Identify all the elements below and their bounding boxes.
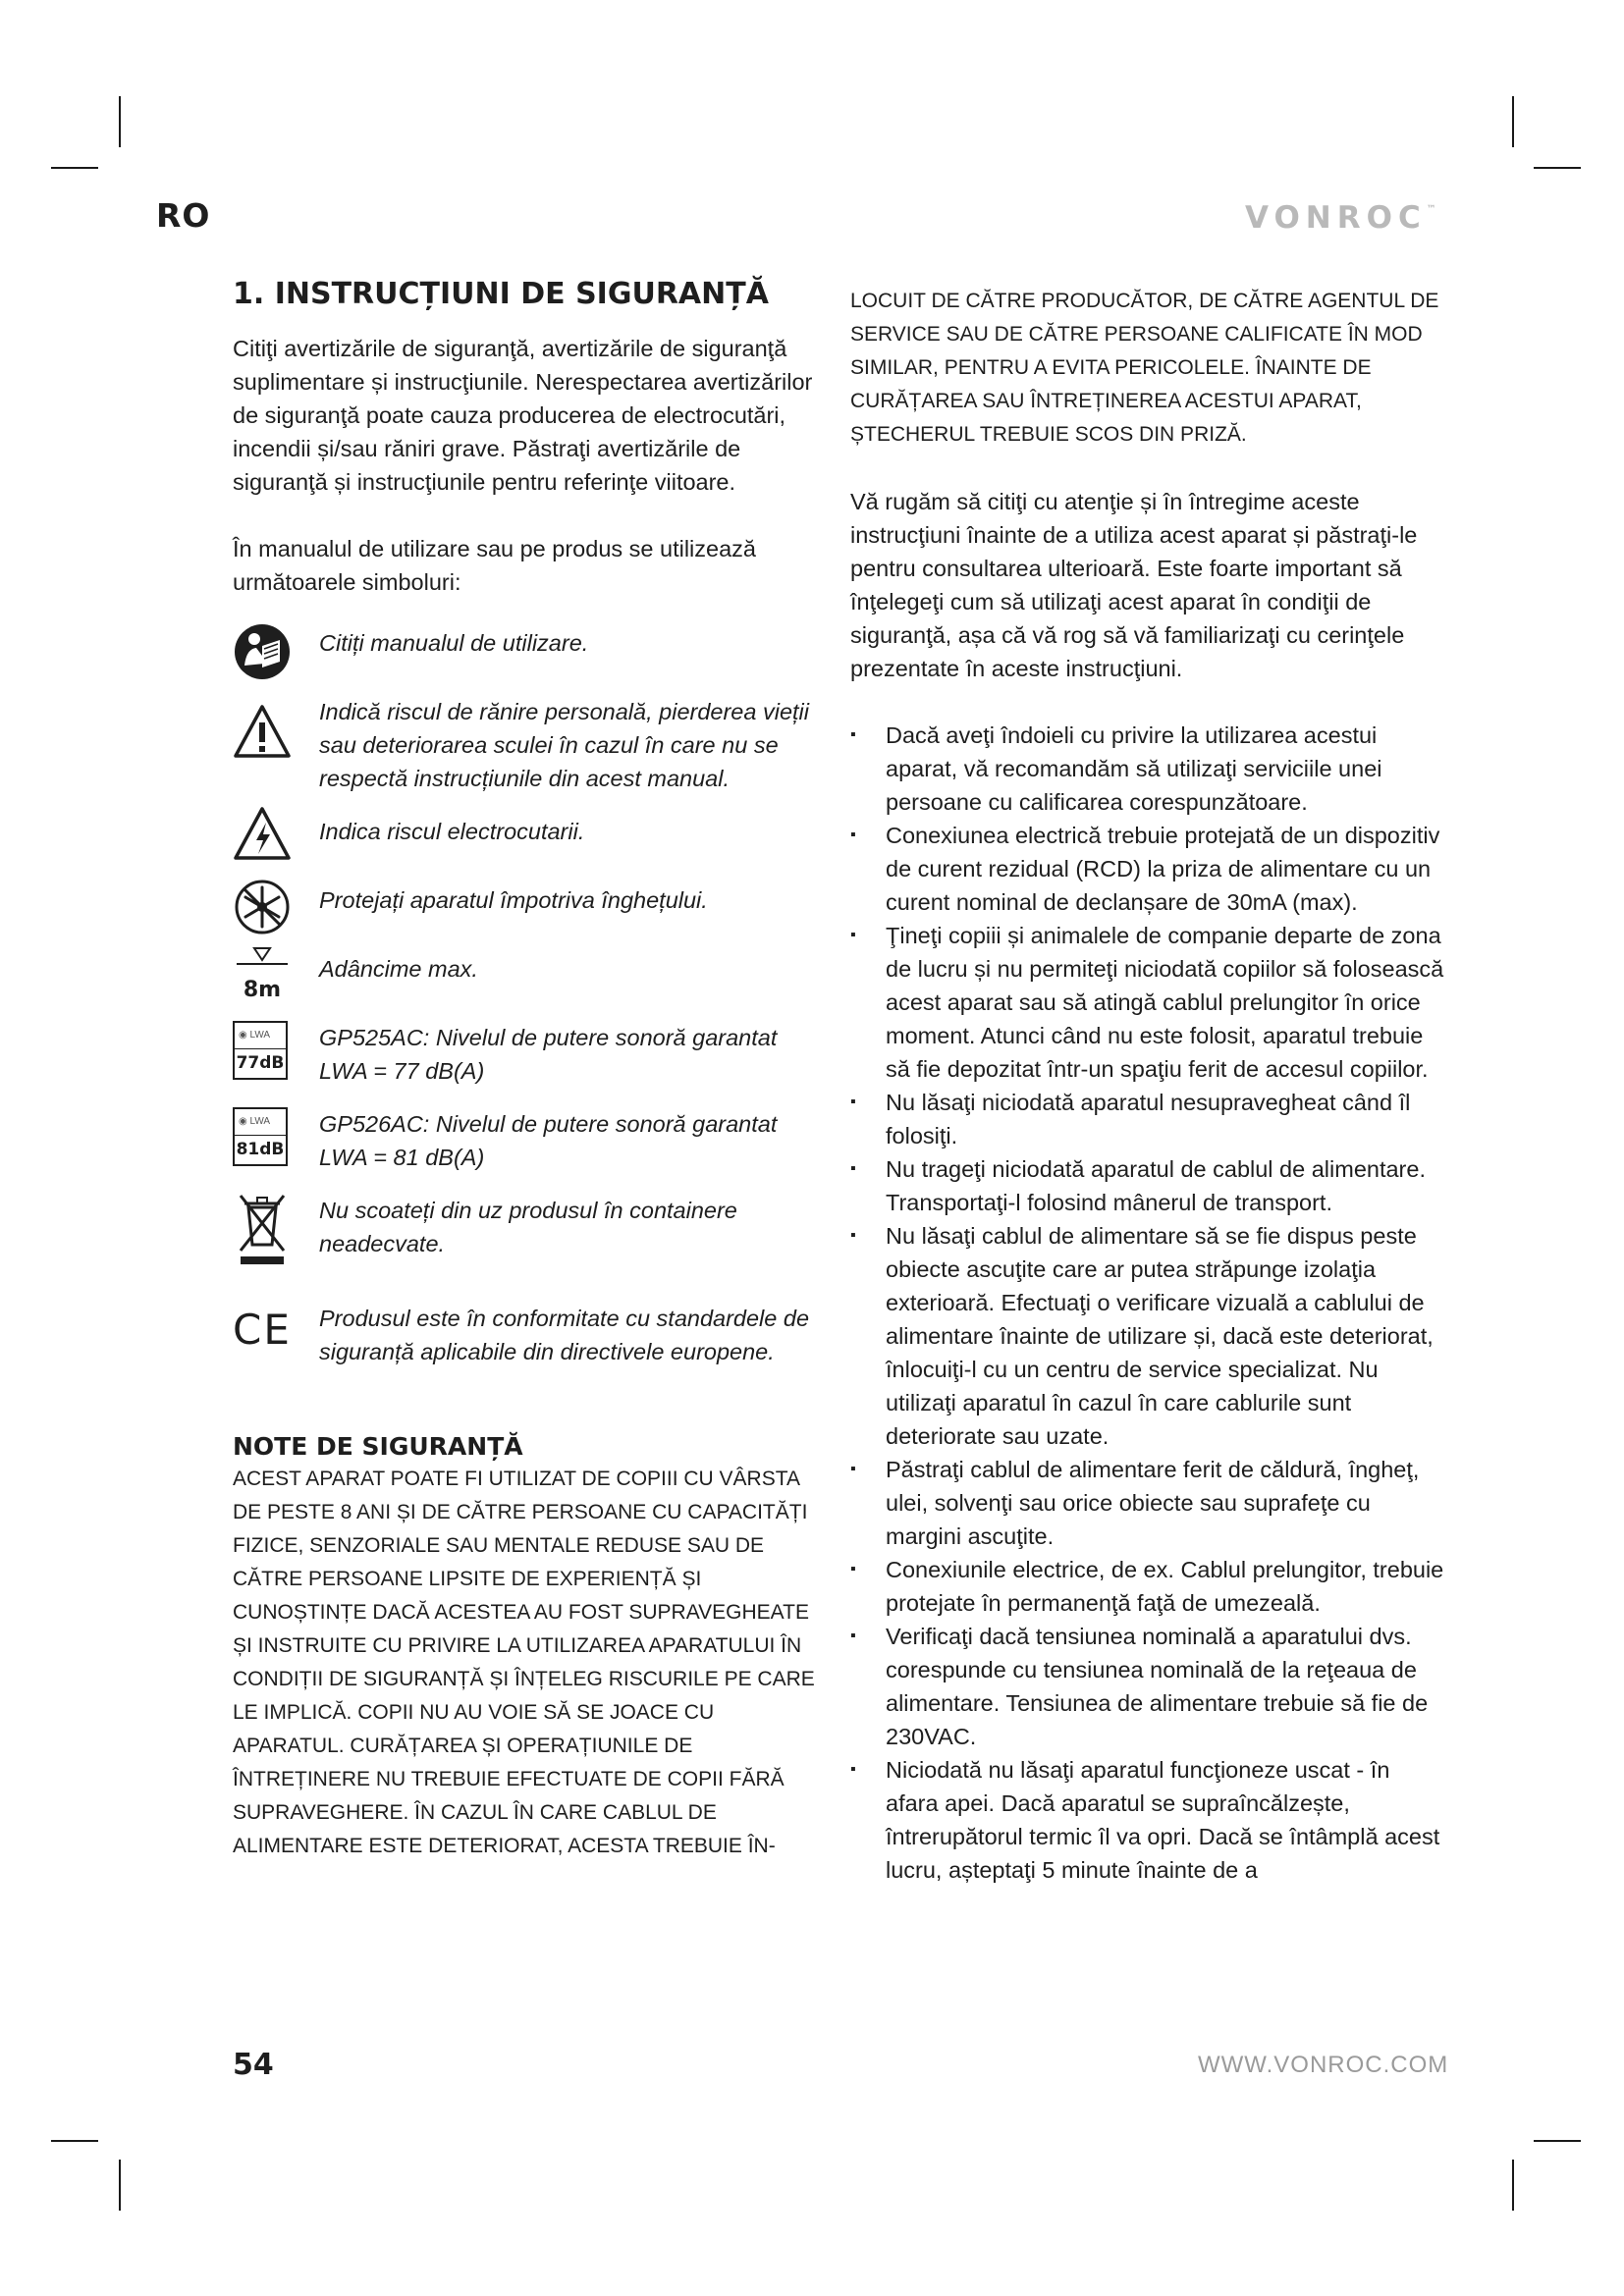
depth-label: 8m bbox=[243, 978, 282, 1002]
page-number: 54 bbox=[233, 2048, 274, 2082]
crop-mark bbox=[1512, 96, 1514, 147]
symbol-text: Protejați aparatul împotriva înghețului. bbox=[319, 887, 708, 913]
crop-mark bbox=[119, 2160, 121, 2211]
notes-continuation: LOCUIT DE CĂTRE PRODUCĂTOR, DE CĂTRE AGENTUL DE SERVICE SAU DE CĂTRE PERSOANE CALIFICATE ÎN MOD SIMILAR, PENTRU A EVITA PERICOLELE. ÎNAINTE DE CURĂȚAREA SAU ÎNTREȚINEREA ACESTUI APARAT, ȘTECHERUL TREBUIE SCOS DIN PRIZĂ. bbox=[850, 290, 1439, 446]
symbol-text: GP525AC: Nivelul de putere sonoră garantat LWA = 77 dB(A) bbox=[319, 1025, 778, 1084]
crop-mark bbox=[1534, 2140, 1581, 2142]
notes-heading: NOTE DE SIGURANȚĂ bbox=[233, 1432, 523, 1461]
list-item: ▪ Nu trageţi niciodată aparatul de cablul de alimentare. Transportaţi-l folosind mânerul de transport. bbox=[850, 1152, 1444, 1219]
right-column bbox=[850, 285, 1444, 1887]
language-code: RO bbox=[156, 196, 211, 235]
max-depth-icon bbox=[233, 944, 292, 1003]
lwa-label: ◉ LWA bbox=[239, 1030, 271, 1041]
list-item: ▪ Dacă aveţi îndoieli cu privire la utilizarea acestui aparat, vă recomandăm să utilizaţi serviciile unei persoane cu calificarea corespunzătoare. bbox=[850, 719, 1444, 819]
crop-mark bbox=[1512, 2160, 1514, 2211]
symbol-text: Produsul este în conformitate cu standardele de siguranță aplicabile din directivele europene. bbox=[319, 1306, 810, 1364]
list-item: ▪ Niciodată nu lăsaţi aparatul funcţioneze uscat - în afara apei. Dacă aparatul se supraîncălzește, întrerupătorul termic îl va opri. Dacă se întâmplă acest lucru, așteptaţi 5 minute înainte de a bbox=[850, 1753, 1444, 1887]
symbol-row bbox=[233, 1194, 827, 1282]
left-column bbox=[233, 275, 827, 1863]
sound-power-81-icon bbox=[233, 1107, 288, 1166]
symbol-row bbox=[233, 626, 827, 675]
symbol-row bbox=[233, 1021, 827, 1088]
list-item: ▪ Conexiunea electrică trebuie protejată de un dispozitiv de curent rezidual (RCD) la priza de alimentare cu un curent nominal de declanșare de 30mA (max). bbox=[850, 819, 1444, 919]
notes-text: ACEST APARAT POATE FI UTILIZAT DE COPIII CU VÂRSTA DE PESTE 8 ANI ȘI DE CĂTRE PERSOANE CU CAPACITĂȚI FIZICE, SENZORIALE SAU MENTALE REDUSE SAU DE CĂTRE PERSOANE LIPSITE DE EXPERIENȚĂ ȘI CUNOȘTINȚE DACĂ ACESTEA AU FOST SUPRAVEGHEATE ȘI INSTRUITE CU PRIVIRE LA UTILIZAREA APARATULUI ÎN CONDIȚII DE SIGURANȚĂ ȘI ÎNȚELEG RISCURILE PE CARE LE IMPLICĂ. COPII NU AU VOIE SĂ SE JOACE CU APARATUL. CURĂȚAREA ȘI OPERAȚIUNILE DE ÎNTREȚINERE NU TREBUIE EFECTUATE DE COPII FĂRĂ SUPRAVEGHERE. ÎN CAZUL ÎN CARE CABLUL DE ALIMENTARE ESTE DETERIORAT, ACESTA TREBUIE ÎN- bbox=[233, 1468, 815, 1857]
symbol-row bbox=[233, 883, 827, 933]
symbol-text: Indică riscul de rănire personală, pierderea vieții sau deteriorarea sculei în cazul în care nu se respectă instrucțiunile din acest manual. bbox=[319, 699, 809, 791]
ce-mark-icon: CE bbox=[233, 1306, 292, 1354]
list-item: ▪ Verificaţi dacă tensiunea nominală a aparatului dvs. corespunde cu tensiunea nominală de la reţeaua de alimentare. Tensiunea de alimentare trebuie să fie de 230VAC. bbox=[850, 1620, 1444, 1753]
symbols-intro: În manualul de utilizare sau pe produs se utilizează următoarele simboluri: bbox=[233, 536, 756, 595]
list-item: ▪ Ţineţi copiii și animalele de companie departe de zona de lucru și nu permiteţi niciodată copiilor să folosească acest aparat sau să atingă cablul prelungitor în orice moment. Atunci când nu este folosit, aparatul trebuie să fie depozitat într-un spaţiu ferit de accesul copiilor. bbox=[850, 919, 1444, 1086]
depth-marker bbox=[233, 944, 292, 970]
lwa-text: LWA bbox=[249, 1116, 271, 1127]
symbol-row bbox=[233, 1107, 827, 1174]
website-url: WWW.VONROC.COM bbox=[1198, 2052, 1449, 2078]
weee-bin-icon bbox=[233, 1190, 292, 1268]
section-title: 1. INSTRUCȚIUNI DE SIGURANȚĂ bbox=[233, 277, 769, 311]
symbol-row bbox=[233, 695, 827, 795]
list-item: ▪ Nu lăsaţi niciodată aparatul nesupravegheat când îl folosiţi. bbox=[850, 1086, 1444, 1152]
symbol-row bbox=[233, 952, 827, 1001]
lwa-label: ◉ LWA bbox=[239, 1116, 271, 1127]
symbol-row bbox=[233, 815, 827, 864]
intro-paragraph: Citiţi avertizările de siguranţă, avertizările de siguranţă suplimentare și instrucţiunile. Nerespectarea avertizărilor de siguranţă poate cauza producerea de electrocutări, incendii și/sau răniri grave. Păstraţi avertizările de siguranţă și instrucţiunile pentru referinţe viitoare. bbox=[233, 336, 813, 495]
electric-hazard-icon bbox=[233, 805, 292, 864]
warning-icon bbox=[233, 703, 292, 762]
read-manual-icon bbox=[233, 622, 292, 681]
trademark-mark: ™ bbox=[1426, 204, 1436, 215]
symbol-text: Indica riscul electrocutarii. bbox=[319, 819, 585, 844]
instructions-paragraph: Vă rugăm să citiţi cu atenţie și în întregime aceste instrucţiuni înainte de a utiliza acest aparat și păstraţi-le pentru consultarea ulterioară. Este foarte important să înţelegeţi cum să utilizaţi acest aparat în condiţii de siguranţă, așa că vă rog să vă familiarizaţi cu cerinţele prezentate în aceste instrucţiuni. bbox=[850, 489, 1418, 681]
frost-protection-icon bbox=[233, 878, 292, 936]
sound-level-label: 77dB bbox=[235, 1048, 286, 1077]
list-item: ▪ Nu lăsaţi cablul de alimentare să se fie dispus peste obiecte ascuţite care ar putea străpunge izolaţia exterioară. Efectuaţi o verificare vizuală a cablului de alimentare înainte de utilizare și, dacă este deteriorat, înlocuiţi-l cu un centru de service specializat. Nu utilizaţi aparatul în cazul în care cablurile sunt deteriorate sau uzate. bbox=[850, 1219, 1444, 1453]
brand-logo bbox=[1245, 200, 1436, 236]
lwa-text: LWA bbox=[249, 1030, 271, 1041]
crop-mark bbox=[51, 167, 98, 169]
crop-mark bbox=[51, 2140, 98, 2142]
symbol-row bbox=[233, 1302, 827, 1402]
symbol-text: GP526AC: Nivelul de putere sonoră garantat LWA = 81 dB(A) bbox=[319, 1111, 778, 1170]
safety-bullet-list bbox=[850, 719, 1444, 1887]
list-item: ▪ Păstraţi cablul de alimentare ferit de căldură, îngheţ, ulei, solvenţi sau orice obiecte sau suprafeţe cu margini ascuţite. bbox=[850, 1453, 1444, 1553]
list-item: ▪ Conexiunile electrice, de ex. Cablul prelungitor, trebuie protejate în permanenţă faţă de umezeală. bbox=[850, 1553, 1444, 1620]
sound-level-label: 81dB bbox=[235, 1135, 286, 1163]
symbol-text: Adâncime max. bbox=[319, 956, 478, 982]
sound-power-77-icon bbox=[233, 1021, 288, 1080]
symbol-text: Nu scoateți din uz produsul în containere neadecvate. bbox=[319, 1198, 737, 1256]
brand-name: VONROC bbox=[1245, 200, 1427, 236]
symbol-text: Citiți manualul de utilizare. bbox=[319, 630, 589, 656]
crop-mark bbox=[119, 96, 121, 147]
crop-mark bbox=[1534, 167, 1581, 169]
